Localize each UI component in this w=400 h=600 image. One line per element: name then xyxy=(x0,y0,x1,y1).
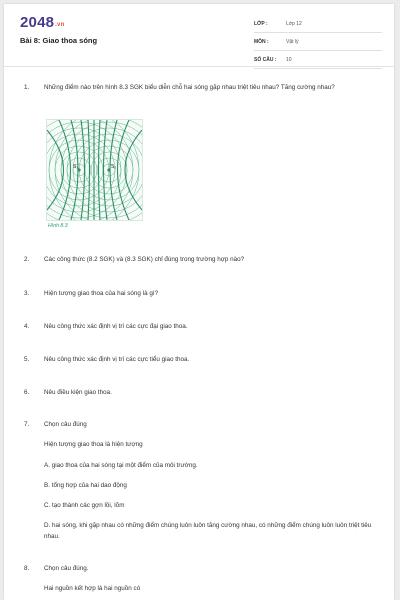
figure-caption: Hình 8.3 xyxy=(48,223,68,229)
question-7 xyxy=(18,419,380,430)
logo-text: 2048 xyxy=(20,14,55,31)
meta-value: Vật lý xyxy=(286,39,299,45)
meta-panel xyxy=(254,16,382,70)
question-number: 7. xyxy=(24,421,30,428)
question-number: 1. xyxy=(24,84,30,91)
question-1 xyxy=(18,82,380,93)
meta-row-question-count xyxy=(254,52,382,69)
question-text: Nêu điều kiện giao thoa. xyxy=(44,389,112,396)
document-title: Bài 8: Giao thoa sóng xyxy=(20,36,98,45)
interference-figure xyxy=(46,119,143,221)
question-7-stem: Hiện tượng giao thoa là hiện tượng xyxy=(44,441,143,448)
meta-value: Lớp 12 xyxy=(286,21,302,27)
question-6 xyxy=(18,387,380,398)
meta-row-class xyxy=(254,16,382,33)
meta-label: SỐ CÂU : xyxy=(254,57,277,63)
answer-option-c: C. tạo thành các gợn lồi, lõm xyxy=(44,502,125,509)
meta-label: MÔN : xyxy=(254,39,269,45)
source-label-s2: S₂ xyxy=(111,164,117,170)
question-8 xyxy=(18,563,380,574)
question-number: 5. xyxy=(24,356,30,363)
answer-option-a: A. giao thoa của hai sóng tại một điểm của môi trường. xyxy=(44,462,198,469)
meta-label: LỚP : xyxy=(254,21,268,27)
question-number: 3. xyxy=(24,290,30,297)
question-4 xyxy=(18,321,380,332)
question-text: Chọn câu đúng xyxy=(44,421,87,428)
question-number: 2. xyxy=(24,256,30,263)
question-number: 4. xyxy=(24,323,30,330)
logo-suffix: .vn xyxy=(55,22,65,28)
document-header xyxy=(4,4,394,67)
interference-pattern-graphic xyxy=(47,120,142,220)
question-number: 8. xyxy=(24,565,30,572)
meta-value: 10 xyxy=(286,57,292,63)
answer-option-b: B. tổng hợp của hai dao động xyxy=(44,482,127,489)
question-8-stem: Hai nguồn kết hợp là hai nguồn có xyxy=(44,585,141,592)
source-label-s1: S₁ xyxy=(73,164,79,170)
question-2 xyxy=(18,254,380,265)
question-text: Nêu công thức xác định vị trí các cực tiểu giao thoa. xyxy=(44,356,190,363)
question-3 xyxy=(18,288,380,299)
question-number: 6. xyxy=(24,389,30,396)
question-text: Chọn câu đúng. xyxy=(44,565,89,572)
question-text: Những điểm nào trên hình 8.3 SGK biểu diễn chỗ hai sóng gặp nhau triệt tiêu nhau? Tăng cường nhau? xyxy=(44,84,335,91)
answer-option-d: D. hai sóng, khi gặp nhau có những điểm chúng luôn luôn tăng cường nhau, có những điểm chúng luôn luôn triệt tiêu nhau. xyxy=(44,522,372,540)
question-5 xyxy=(18,354,380,365)
document-page xyxy=(4,4,394,600)
site-logo[interactable] xyxy=(20,14,64,31)
meta-row-subject xyxy=(254,34,382,51)
question-text: Các công thức (8.2 SGK) và (8.3 SGK) chỉ đúng trong trường hợp nào? xyxy=(44,256,245,263)
question-text: Hiện tượng giao thoa của hai sóng là gì? xyxy=(44,290,159,297)
question-text: Nêu công thức xác định vị trí các cực đại giao thoa. xyxy=(44,323,188,330)
